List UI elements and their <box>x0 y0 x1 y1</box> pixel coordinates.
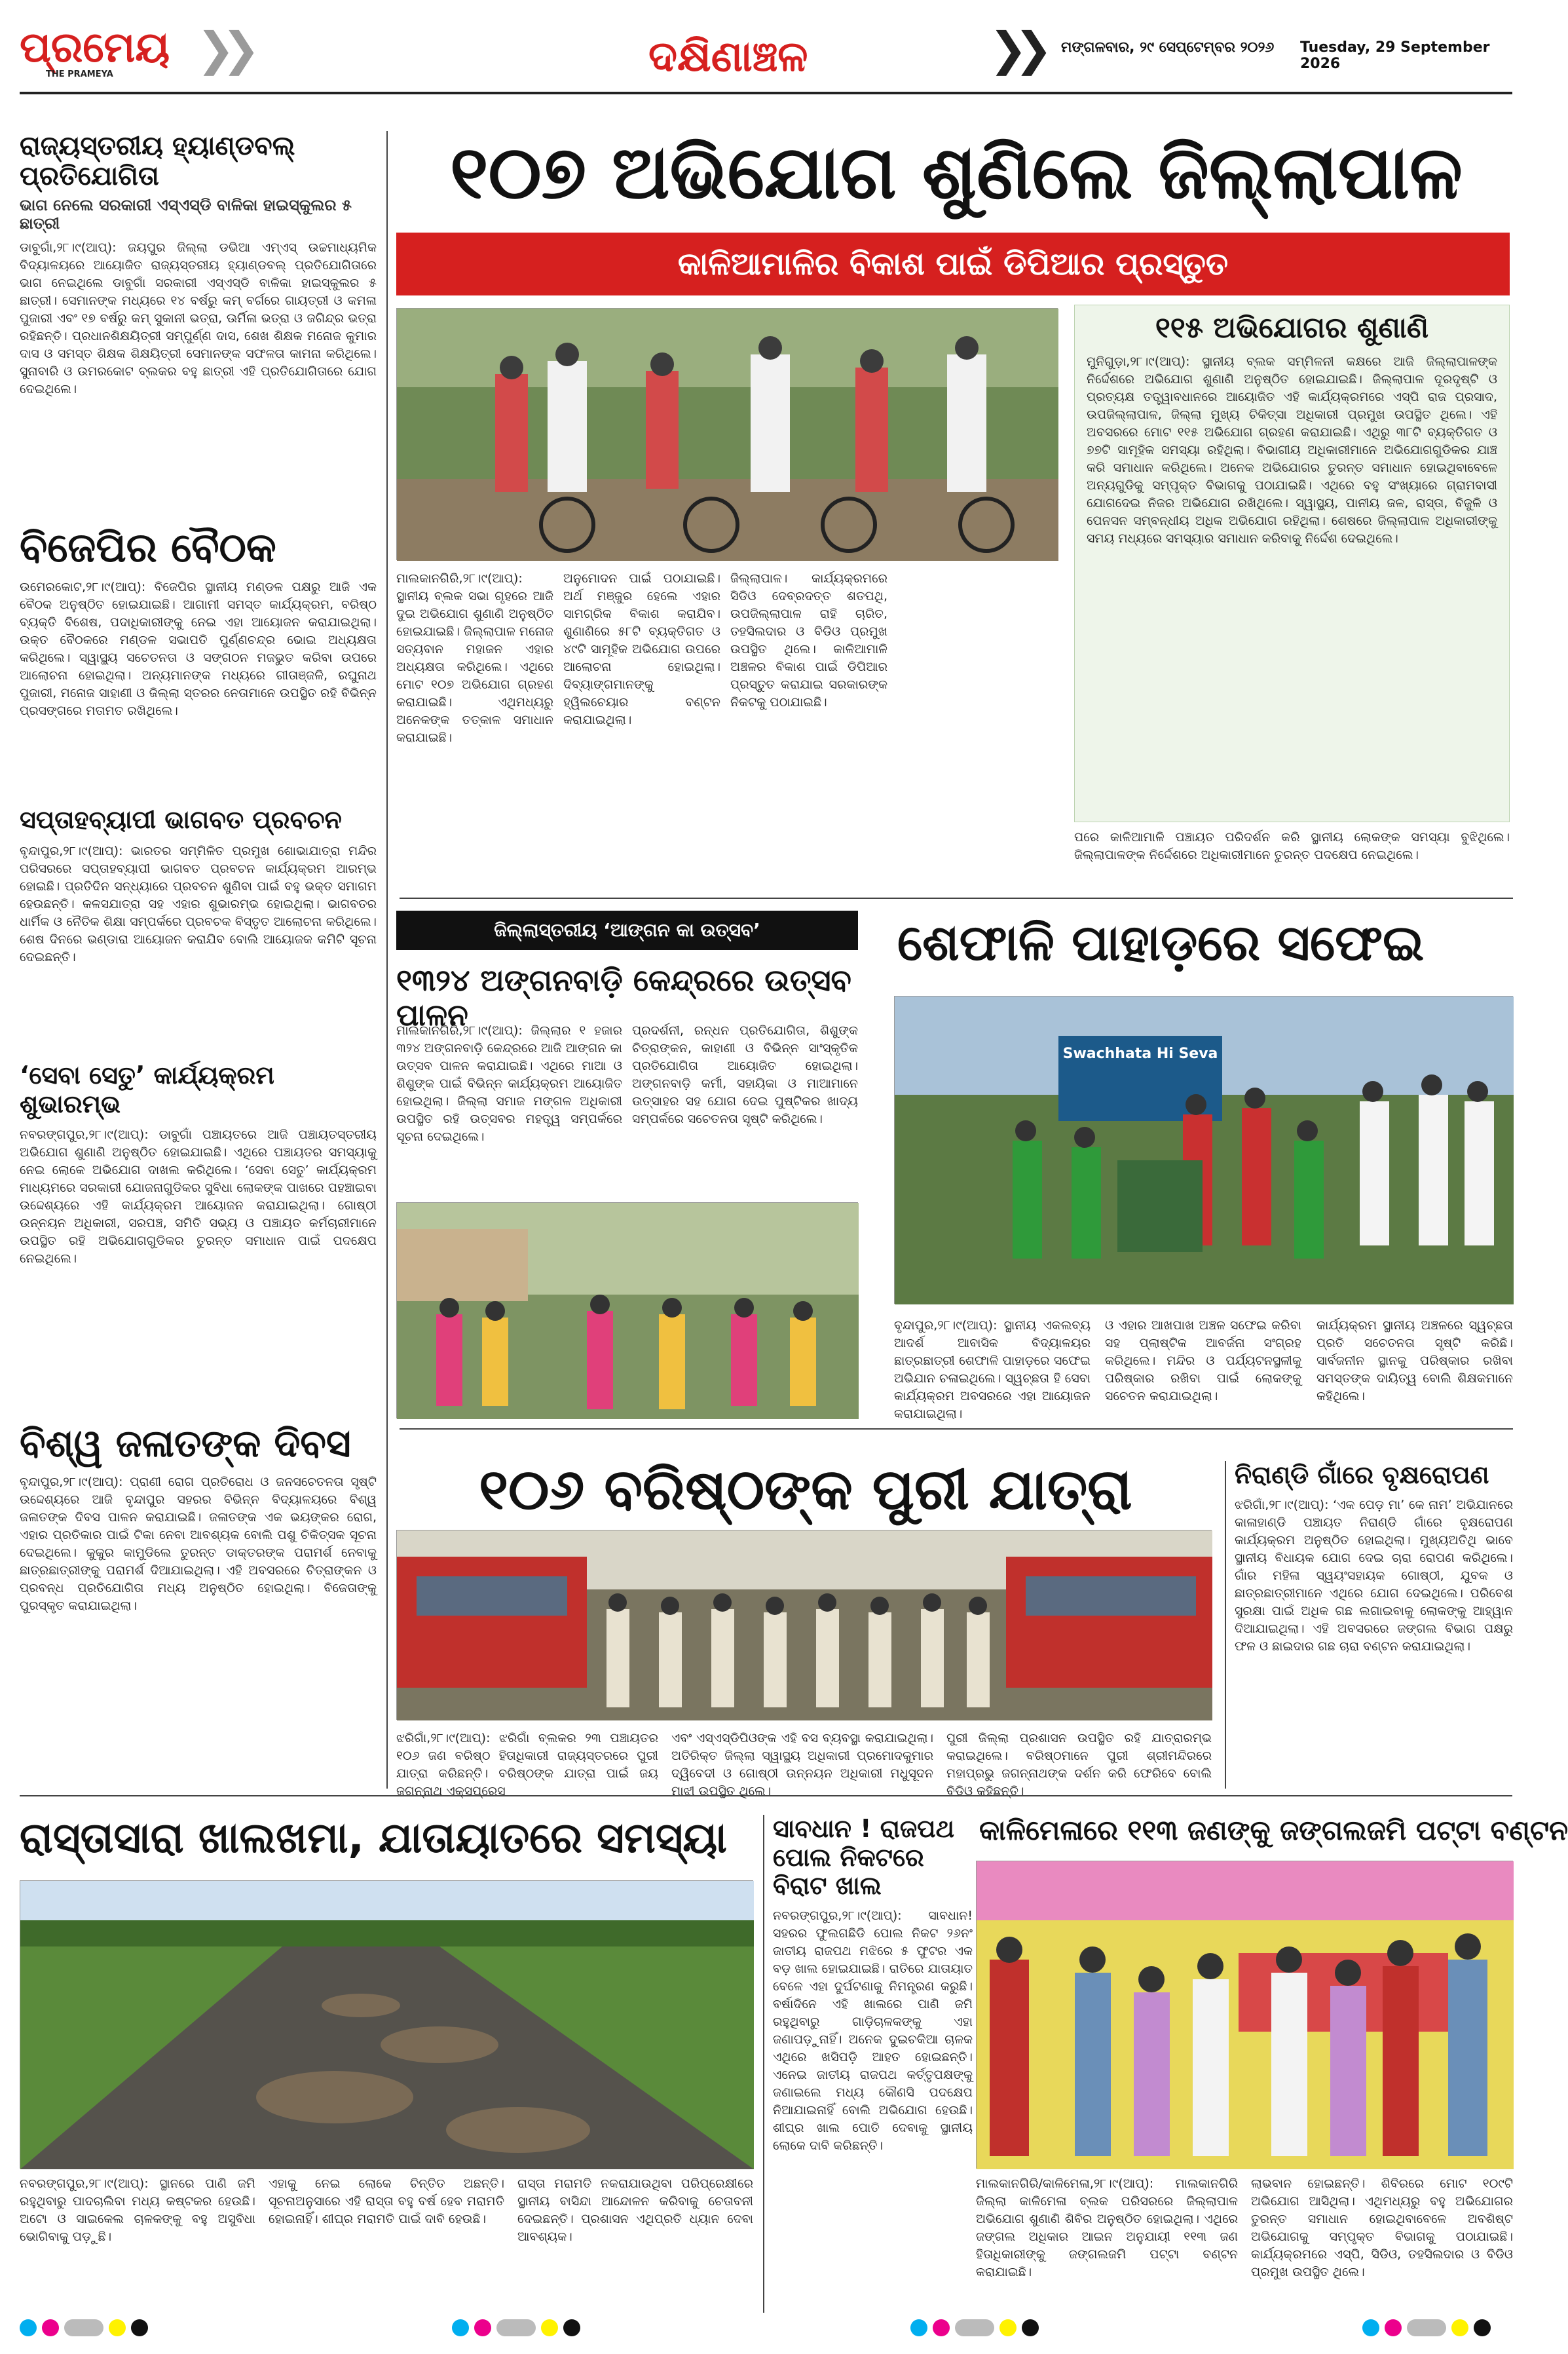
puri-col-1: ଝରିଗାଁ,୨୮।୯(ଆପ୍): ଝରିଗାଁ ବ୍ଲକର ୨୩ ପଞ୍ଚାୟତର ୧୦୬ ଜଣ ବରିଷ୍ଠ ହିତାଧିକାରୀ ରାଜ୍ୟସ୍ତରରେ ପୁରୀ ଯାତ୍ରା କରିଛନ୍ତି। ବରିଷ୍ଠଙ୍କ ଯାତ୍ରା ପାଇଁ ଜୟ ଜଗନ୍ନାଥ ଏକ୍ସପ୍ରେସ <box>396 1731 658 1798</box>
article-body: ନବରଙ୍ଗପୁର,୨୮।୯(ଆପ୍): ସାବଧାନ! ସହରର ଫୁଲଗଛିଡି ପୋଲ ନିକଟ ୨୬ନଂ ଜାତୀୟ ରାଜପଥ ମଝିରେ ୫ ଫୁଟର ଏକ ବଡ଼ ଖାଲ ହୋଇଯାଇଛି। ରାତିରେ ଯାତାୟାତ ବେଳେ ଏହା ଦୁର୍ଘଟଣାକୁ ନିମନ୍ତ୍ରଣ କରୁଛି। ବର୍ଷାଦିନେ ଏହି ଖାଲରେ ପାଣି ଜମି ରହୁଥିବାରୁ ଗାଡ଼ିଚାଳକଙ୍କୁ ଏହା ଜଣାପଡ଼ୁନାହିଁ। ଅନେକ ଦୁଇଚକିଆ ଚାଳକ ଏଥିରେ ଖସିପଡ଼ି ଆହତ ହୋଇଛନ୍ତି। ଏନେଇ ଜାତୀୟ ରାଜପଥ କର୍ତ୍ତୃପକ୍ଷଙ୍କୁ ଜଣାଇଲେ ମଧ୍ୟ କୌଣସି ପଦକ୍ଷେପ ନିଆଯାଇନାହିଁ ବୋଲି ଅଭିଯୋଗ ହେଉଛି। ଶୀଘ୍ର ଖାଲ ପୋତି ଦେବାକୁ ସ୍ଥାନୀୟ ଲୋକେ ଦାବି କରିଛନ୍ତି। <box>773 1908 973 2154</box>
headline: ସପ୍ତାହବ୍ୟାପୀ ଭାଗବତ ପ୍ରବଚନ <box>20 805 342 834</box>
masthead-rule <box>20 92 1512 94</box>
lead-headline: ୧୦୭ ଅଭିଯୋଗ ଶୁଣିଲେ ଜିଲ୍ଲାପାଳ <box>450 130 1463 216</box>
kalimela-headline: କାଳିମେଳାରେ ୧୧୩ ଜଣଙ୍କୁ ଜଙ୍ଗଲଜମି ପଟ୍ଟା ବଣ୍ଟନ <box>979 1814 1568 1846</box>
brand-name: ପ୍ରମେୟ <box>20 24 170 72</box>
article-pothole <box>773 1815 973 2281</box>
registration-marks <box>910 2319 1039 2336</box>
lead-col-1: ମାଲକାନଗିରି,୨୮।୯(ଆପ୍): ସ୍ଥାନୀୟ ବ୍ଲକ ସଭା ଗୃହରେ ଆଜି ଦୁଇ ଅଭିଯୋଗ ଶୁଣାଣି ଅନୁଷ୍ଠିତ ହୋଇଯାଇଛି। ଜିଲ୍ଲାପାଳ ମନୋଜ ସତ୍ୟବାନ ମହାଜନ ଏହାର ଅଧ୍ୟକ୍ଷତା କରିଥିଲେ। ଏଥିରେ ମୋଟ ୧୦୭ ଅଭିଯୋଗ ଗ୍ରହଣ କରାଯାଇଛି। ଏଥିମଧ୍ୟରୁ ଅନେକଙ୍କ ତତ୍କାଳ ସମାଧାନ କରାଯାଇଛି। <box>396 571 553 745</box>
puri-photo <box>396 1530 1212 1720</box>
sidebar-story <box>1074 305 1510 822</box>
headline: ନିରାଣ୍ଡି ଗାଁରେ ବୃକ୍ଷରୋପଣ <box>1235 1460 1489 1489</box>
date-odia: ମଙ୍ଗଳବାର, ୨୯ ସେପ୍ଟେମ୍ବର ୨୦୨୬ <box>1061 39 1275 56</box>
lead-redbar: କାଳିଆମାଳିର ବିକାଶ ପାଇଁ ଡିପିଆର ପ୍ରସ୍ତୁତ <box>396 233 1510 295</box>
article-body: ମୁନିଗୁଡ଼ା,୨୮।୯(ଆପ୍): ସ୍ଥାନୀୟ ବ୍ଲକ ସମ୍ମିଳନୀ କକ୍ଷରେ ଆଜି ଜିଲ୍ଲାପାଳଙ୍କ ନିର୍ଦ୍ଦେଶରେ ଅଭିଯୋଗ ଶୁଣାଣି ଅନୁଷ୍ଠିତ ହୋଇଯାଇଛି। ଜିଲ୍ଲାପାଳ ଦୂରଦୃଷ୍ଟି ଓ ପ୍ରତ୍ୟକ୍ଷ ତତ୍ତ୍ୱାବଧାନରେ ଆୟୋଜିତ ଏହି କାର୍ଯ୍ୟକ୍ରମରେ ଏସ୍ପି ରାଜ ପ୍ରସାଦ, ଉପଜିଲ୍ଲାପାଳ, ଜିଲ୍ଲା ମୁଖ୍ୟ ଚିକିତ୍ସା ଅଧିକାରୀ ପ୍ରମୁଖ ଉପସ୍ଥିତ ଥିଲେ। ଏହି ଅବସରରେ ମୋଟ ୧୧୫ ଅଭିଯୋଗ ଗ୍ରହଣ କରାଯାଇଛି। ଏଥିରୁ ୩୮ଟି ବ୍ୟକ୍ତିଗତ ଓ ୭୭ଟି ସାମୂହିକ ସମସ୍ୟା ରହିଥିଲା। ବିଭାଗୀୟ ଅଧିକାରୀମାନେ ଅଭିଯୋଗଗୁଡିକର ଯାଞ୍ଚ କରି ସମାଧାନ କରିଥିଲେ। ଅନେକ ଅଭିଯୋଗର ତୁରନ୍ତ ସମାଧାନ ହୋଇଥିବାବେଳେ ଅନ୍ୟଗୁଡିକୁ ସମ୍ପୃକ୍ତ ବିଭାଗକୁ ପଠାଯାଇଛି। ଏଥିରେ ବହୁ ସଂଖ୍ୟାରେ ଗ୍ରାମବାସୀ ଯୋଗଦେଇ ନିଜର ଅଭିଯୋଗ ରଖିଥିଲେ। ସ୍ୱାସ୍ଥ୍ୟ, ପାନୀୟ ଜଳ, ରାସ୍ତା, ବିଜୁଳି ଓ ପେନସନ ସମ୍ବନ୍ଧୀୟ ଅଧିକ ଅଭିଯୋଗ ରହିଥିଲା। ଶେଷରେ ଜିଲ୍ଲାପାଳ ଅଧିକାରୀଙ୍କୁ ସମୟ ମଧ୍ୟରେ ସମସ୍ୟାର ସମାଧାନ କରିବାକୁ ନିର୍ଦ୍ଦେଶ ଦେଇଥିଲେ। <box>1087 354 1497 546</box>
chevron-right-icon: ❯❯ <box>989 22 1040 76</box>
column-divider <box>386 131 388 1789</box>
headline: ବିଜେପିର ବୈଠକ <box>20 523 276 571</box>
road-col-3: ରାସ୍ତା ମରାମତି ନକରାଯାଉଥିବା ପରିପ୍ରେକ୍ଷୀରେ ସ୍ଥାନୀୟ ବାସିନ୍ଦା ଆନ୍ଦୋଳନ କରିବାକୁ ଚେତାବନୀ ଦେଇଛନ୍ତି। ପ୍ରଶାସନ ଏଥିପ୍ରତି ଧ୍ୟାନ ଦେବା ଆବଶ୍ୟକ। <box>517 2176 753 2244</box>
headline: ରାଜ୍ୟସ୍ତରୀୟ ହ୍ୟାଣ୍ଡବଲ୍ ପ୍ରତିଯୋଗିତା <box>20 131 295 191</box>
registration-marks <box>1362 2319 1491 2336</box>
article-body: ଡାବୁଗାଁ,୨୮।୯(ଆପ୍): ଜୟପୁର ଜିଲ୍ଲା ଡଭିଆ ଏମ୍ଏସ୍ ଉଚ୍ଚମାଧ୍ୟମିକ ବିଦ୍ୟାଳୟରେ ଆୟୋଜିତ ରାଜ୍ୟସ୍ତରୀୟ ହ୍ୟାଣ୍ଡବଲ୍ ପ୍ରତିଯୋଗିତାରେ ଭାଗ ନେଇଥିଲେ ଡାବୁଗାଁ ସରକାରୀ ଏସ୍ଏସ୍ଡି ବାଳିକା ହାଇସ୍କୁଲର ୫ ଛାତ୍ରୀ। ସେମାନଙ୍କ ମଧ୍ୟରେ ୧୪ ବର୍ଷରୁ କମ୍ ବର୍ଗରେ ଗାୟତ୍ରୀ ଓ କମଳା ପୁଜାରୀ ଏବଂ ୧୭ ବର୍ଷରୁ କମ୍ ସୁକାନୀ ଭତ୍ରା, ଊର୍ମିଳା ଭତ୍ରା ଓ ଜଗିନ୍ଦ୍ର ଭତ୍ରା ରହିଛନ୍ତି। ପ୍ରଧାନଶିକ୍ଷୟିତ୍ରୀ ସମ୍ପୁର୍ଣ୍ଣ ଦାସ, ଶେଖ ଶିକ୍ଷକ ମନୋଜ କୁମାର ଦାସ ଓ ସମସ୍ତ ଶିକ୍ଷକ ଶିକ୍ଷୟିତ୍ରୀ ସେମାନଙ୍କ ସଫଳତା କାମନା କରିଥିଲେ। ସୁନାବାରି ଓ ଉମରକୋଟ ବ୍ଲକର ବହୁ ଛାତ୍ରୀ ଏହି ପ୍ରତିଯୋଗିତାରେ ଯୋଗ ଦେଇଥିଲେ। <box>20 240 377 397</box>
registration-marks <box>20 2319 148 2336</box>
puri-headline: ୧୦୬ ବରିଷ୍ଠଙ୍କ ପୁରୀ ଯାତ୍ରା <box>479 1457 1132 1523</box>
date-english: Tuesday, 29 September 2026 <box>1300 39 1490 72</box>
aangan-tag: ଜିଲ୍ଲାସ୍ତରୀୟ ‘ଆଙ୍ଗନ କା ଉତ୍ସବ’ <box>396 911 858 950</box>
puri-col-2: ଏବଂ ଏସ୍ଏସ୍ଡିପିଓଙ୍କ ଏହି ବସ ବ୍ୟବସ୍ଥା କରାଯାଇଥିଲା। ଅତିରିକ୍ତ ଜିଲ୍ଲା ସ୍ୱାସ୍ଥ୍ୟ ଅଧିକାରୀ ପ୍ରମୋଦକୁମାର ଦ୍ୱିବେଦୀ ଓ ଗୋଷ୍ଠୀ ଉନ୍ନୟନ ଅଧିକାରୀ ମଧୁସୂଦନ ମାଝୀ ଉପସ୍ଥିତ ଥିଲେ। <box>671 1731 933 1798</box>
kalimela-col-2: ଲାଭବାନ ହୋଇଛନ୍ତି। ଶିବିରରେ ମୋଟ ୧୦୯ଟି ଅଭିଯୋଗ ଆସିଥିଲା। ଏଥିମଧ୍ୟରୁ ବହୁ ଅଭିଯୋଗର ତୁରନ୍ତ ସମାଧାନ ହୋଇଥିବାବେଳେ ଅବଶିଷ୍ଟ ଅଭିଯୋଗକୁ ସମ୍ପୃକ୍ତ ବିଭାଗକୁ ପଠାଯାଇଛି। କାର୍ଯ୍ୟକ୍ରମରେ ଏସ୍ପି, ସିଡିଓ, ତହସିଲଦାର ଓ ବିଡିଓ ପ୍ରମୁଖ ଉପସ୍ଥିତ ଥିଲେ। <box>1251 2176 1513 2279</box>
column-divider <box>1225 1461 1226 1789</box>
article-seba-setu <box>20 1061 377 1460</box>
prameya-logo[interactable] <box>20 24 183 79</box>
article-handball <box>20 131 377 436</box>
headline: ସାବଧାନ ! ରାଜପଥ ପୋଲ ନିକଟରେ ବିରାଟ ଖାଲ <box>773 1814 955 1901</box>
road-photo <box>20 1880 753 2169</box>
chevron-right-icon: ❯❯ <box>196 22 248 76</box>
kalimela-photo <box>976 1861 1513 2169</box>
puri-col-3: ପୁରୀ ଜିଲ୍ଲା ପ୍ରଶାସନ ଉପସ୍ଥିତ ରହି ଯାତ୍ରାରମ୍ଭ କରାଇଥିଲେ। ବରିଷ୍ଠମାନେ ପୁରୀ ଶ୍ରୀମନ୍ଦିରରେ ମହାପ୍ରଭୁ ଜଗନ୍ନାଥଙ୍କ ଦର୍ଶନ କରି ଫେରିବେ ବୋଲି ବିଡିଓ କହିଛନ୍ତି। <box>946 1731 1212 1798</box>
column-divider <box>763 1815 764 2313</box>
banner-text: Swachhata Hi Seva <box>1062 1046 1218 1062</box>
headline: ବିଶ୍ୱ ଜଳାତଙ୍କ ଦିବସ <box>20 1421 351 1466</box>
article-body: ବୃନ୍ଦାପୁର,୨୮।୯(ଆପ୍): ଭାରତର ସମ୍ମିଳିତ ପ୍ରମୁଖ ଶୋଭାଯାତ୍ରା ମନ୍ଦିର ପରିସରରେ ସପ୍ତାହବ୍ୟାପୀ ଭାଗବତ ପ୍ରବଚନ କାର୍ଯ୍ୟକ୍ରମ ଆରମ୍ଭ ହୋଇଛି। ପ୍ରତିଦିନ ସନ୍ଧ୍ୟାରେ ପ୍ରବଚନ ଶୁଣିବା ପାଇଁ ବହୁ ଭକ୍ତ ସମାଗମ ହେଉଛନ୍ତି। କଳସଯାତ୍ରା ସହ ଏହାର ଶୁଭାରମ୍ଭ ହୋଇଥିଲା। ଭାଗବତର ଧାର୍ମିକ ଓ ନୈତିକ ଶିକ୍ଷା ସମ୍ପର୍କରେ ପ୍ରବଚକ ବିସ୍ତୃତ ଆଲୋଚନା କରିଥିଲେ। ଶେଷ ଦିନରେ ଭଣ୍ଡାରା ଆୟୋଜନ କରାଯିବ ବୋଲି ଆୟୋଜକ କମିଟି ସୂଚନା ଦେଇଛନ୍ତି। <box>20 843 377 964</box>
shefali-photo <box>894 996 1513 1304</box>
shefali-col-1: ବୃନ୍ଦାପୁର,୨୮।୯(ଆପ୍): ସ୍ଥାନୀୟ ଏକଲବ୍ୟ ଆଦର୍ଶ ଆବାସିକ ବିଦ୍ୟାଳୟର ଛାତ୍ରଛାତ୍ରୀ ଶେଫାଳି ପାହାଡ଼ରେ ସଫେଇ ଅଭିଯାନ ଚଳାଇଥିଲେ। ସ୍ୱଚ୍ଛତା ହି ସେବା କାର୍ଯ୍ୟକ୍ରମ ଅବସରରେ ଏହା ଆୟୋଜନ କରାଯାଇଥିଲା। <box>894 1318 1091 1421</box>
aangan-photo <box>396 1202 858 1418</box>
aangan-col-2: ପ୍ରଦର୍ଶନୀ, ରନ୍ଧନ ପ୍ରତିଯୋଗିତା, ଶିଶୁଙ୍କ ଚିତ୍ରାଙ୍କନ, କାହାଣୀ ଓ ବିଭିନ୍ନ ସାଂସ୍କୃତିକ ପ୍ରତିଯୋଗିତା ଆୟୋଜିତ ହୋଇଥିଲା। ଅଙ୍ଗନବାଡ଼ି କର୍ମୀ, ସହାୟିକା ଓ ମାଆମାନେ ଉତ୍ସାହର ସହ ଯୋଗ ଦେଇ ପୁଷ୍ଟିକର ଖାଦ୍ୟ ସମ୍ପର୍କରେ ସଚେତନତା ସୃଷ୍ଟି କରିଥିଲେ। <box>632 1023 858 1126</box>
shefali-col-3: କାର୍ଯ୍ୟକ୍ରମ ସ୍ଥାନୀୟ ଅଞ୍ଚଳରେ ସ୍ୱଚ୍ଛତା ପ୍ରତି ସଚେତନତା ସୃଷ୍ଟି କରିଛି। ସାର୍ବଜନୀନ ସ୍ଥାନକୁ ପରିଷ୍କାର ରଖିବା ସମସ୍ତଙ୍କ ଦାୟିତ୍ୱ ବୋଲି ଶିକ୍ଷକମାନେ କହିଥିଲେ। <box>1316 1318 1513 1403</box>
section-divider <box>400 898 1513 899</box>
shefali-col-2: ଓ ଏହାର ଆଖପାଖ ଅଞ୍ଚଳ ସଫେଇ କରିବା ସହ ପ୍ଲାଷ୍ଟିକ ଆବର୍ଜନା ସଂଗ୍ରହ କରିଥିଲେ। ମନ୍ଦିର ଓ ପର୍ଯ୍ୟଟନସ୍ଥଳୀକୁ ପରିଷ୍କାର ରଖିବା ପାଇଁ ଲୋକଙ୍କୁ ସଚେତନ କରାଯାଇଥିଲା। <box>1105 1318 1301 1403</box>
section-divider <box>400 1428 1513 1430</box>
headline: ‘ସେବା ସେତୁ’ କାର୍ଯ୍ୟକ୍ରମ ଶୁଭାରମ୍ଭ <box>20 1061 274 1118</box>
kalimela-col-1: ମାଲକାନଗିରି/କାଳିମେଳା,୨୮।୯(ଆପ୍): ମାଲକାନଗିରି ଜିଲ୍ଲା କାଳିମେଳା ବ୍ଲକ ପରିସରରେ ଜିଲ୍ଲାପାଳ ଅଭିଯୋଗ ଶୁଣାଣି ଶିବିର ଅନୁଷ୍ଠିତ ହୋଇଥିଲା। ଏଥିରେ ଜଙ୍ଗଲ ଅଧିକାର ଆଇନ ଅନୁଯାୟୀ ୧୧୩ ଜଣ ହିତାଧିକାରୀଙ୍କୁ ଜଙ୍ଗଲଜମି ପଟ୍ଟା ବଣ୍ଟନ କରାଯାଇଛି। <box>976 2176 1238 2279</box>
subheadline: ଭାଗ ନେଲେ ସରକାରୀ ଏସ୍ଏସ୍ଡି ବାଳିକା ହାଇସ୍କୁଲର ୫ ଛାତ୍ରୀ <box>20 196 352 233</box>
article-body: ନବରଙ୍ଗପୁର,୨୮।୯(ଆପ୍): ଡାବୁଗାଁ ପଞ୍ଚାୟତରେ ଆଜି ପଞ୍ଚାୟତସ୍ତରୀୟ ଅଭିଯୋଗ ଶୁଣାଣି ଅନୁଷ୍ଠିତ ହୋଇଯାଇଛି। ଏଥିରେ ପଞ୍ଚାୟତର ସମସ୍ୟାକୁ ନେଇ ଲୋକେ ଅଭିଯୋଗ ଦାଖଲ କରିଥିଲେ। ‘ସେବା ସେତୁ’ କାର୍ଯ୍ୟକ୍ରମ ମାଧ୍ୟମରେ ସରକାରୀ ଯୋଜନାଗୁଡିକର ସୁବିଧା ଲୋକଙ୍କ ପାଖରେ ପହଞ୍ଚାଇବା ଉଦ୍ଦେଶ୍ୟରେ ଏହି କାର୍ଯ୍ୟକ୍ରମ ଆୟୋଜନ କରାଯାଇଥିଲା। ଗୋଷ୍ଠୀ ଉନ୍ନୟନ ଅଧିକାରୀ, ସରପଞ୍ଚ, ସମିତି ସଭ୍ୟ ଓ ପଞ୍ଚାୟତ କର୍ମଚାରୀମାନେ ଉପସ୍ଥିତ ରହି ଅଭିଯୋଗଗୁଡିକର ତୁରନ୍ତ ସମାଧାନ ପାଇଁ ପଦକ୍ଷେପ ନେଇଥିଲେ। <box>20 1128 377 1266</box>
article-body: ବୃନ୍ଦାପୁର,୨୮।୯(ଆପ୍): ପ୍ରାଣୀ ରୋଗ ପ୍ରତିରୋଧ ଓ ଜନସଚେତନତା ସୃଷ୍ଟି ଉଦ୍ଦେଶ୍ୟରେ ଆଜି ବୃନ୍ଦାପୁର ସହରର ବିଭିନ୍ନ ବିଦ୍ୟାଳୟରେ ବିଶ୍ୱ ଜଳାତଙ୍କ ଦିବସ ପାଳନ କରାଯାଇଛି। ଜଳାତଙ୍କ ଏକ ଭୟଙ୍କର ରୋଗ, ଏହାର ପ୍ରତିକାର ପାଇଁ ଟିକା ନେବା ଆବଶ୍ୟକ ବୋଲି ପଶୁ ଚିକିତ୍ସକ ସୂଚନା ଦେଇଥିଲେ। କୁକୁର କାମୁଡିଲେ ତୁରନ୍ତ ଡାକ୍ତରଙ୍କ ପରାମର୍ଶ ନେବାକୁ ଛାତ୍ରଛାତ୍ରୀଙ୍କୁ ପରାମର୍ଶ ଦିଆଯାଇଥିଲା। ଏହି ଅବସରରେ ଚିତ୍ରାଙ୍କନ ଓ ପ୍ରବନ୍ଧ ପ୍ରତିଯୋଗିତା ମଧ୍ୟ ଅନୁଷ୍ଠିତ ହୋଇଥିଲା। ବିଜେତାଙ୍କୁ ପୁରସ୍କୃତ କରାଯାଇଥିଲା। <box>20 1474 377 1613</box>
article-rabies-day <box>20 1422 377 1788</box>
article-bjp-meeting <box>20 524 377 801</box>
headline: ୧୧୫ ଅଭିଯୋଗର ଶୁଣାଣି <box>1155 311 1429 345</box>
road-headline: ରାସ୍ତାସାରା ଖାଲଖମା, ଯାତାୟାତରେ ସମସ୍ୟା <box>20 1814 727 1863</box>
lead-photo <box>396 308 1058 560</box>
brand-subtitle: THE PRAMEYA <box>46 69 113 79</box>
shefali-headline: ଶେଫାଳି ପାହାଡ଼ରେ ସଫେଇ <box>897 913 1425 972</box>
article-plantation <box>1235 1461 1513 1778</box>
registration-marks <box>452 2319 580 2336</box>
aangan-headline: ୧୩୨୪ ଅଙ୍ଗନବାଡ଼ି କେନ୍ଦ୍ରରେ ଉତ୍ସବ ପାଳନ <box>396 962 851 1033</box>
road-col-1: ନବରଙ୍ଗପୁର,୨୮।୯(ଆପ୍): ସ୍ଥାନରେ ପାଣି ଜମି ରହୁଥିବାରୁ ପାଦଚାଲିବା ମଧ୍ୟ କଷ୍ଟକର ହେଉଛି। ଅଟୋ ଓ ସାଇକେଲ ଚାଳକଙ୍କୁ ବହୁ ଅସୁବିଧା ଭୋଗିବାକୁ ପଡ଼ୁଛି। <box>20 2176 255 2244</box>
road-col-2: ଏହାକୁ ନେଇ ଲୋକେ ଚିନ୍ତିତ ଅଛନ୍ତି। ସୂଚନାଅନୁସାରେ ଏହି ରାସ୍ତା ବହୁ ବର୍ଷ ହେବ ମରାମତି ହୋଇନାହିଁ। ଶୀଘ୍ର ମରାମତି ପାଇଁ ଦାବି ହେଉଛି। <box>269 2176 504 2226</box>
article-bhagabat <box>20 806 377 1059</box>
article-body: ଝରିଗାଁ,୨୮।୯(ଆପ୍): ‘ଏକ ପେଡ଼ ମା’ କେ ନାମ’ ଅଭିଯାନରେ କାଳାହାଣ୍ଡି ପଞ୍ଚାୟତ ନିରାଣ୍ଡି ଗାଁରେ ବୃକ୍ଷରୋପଣ କାର୍ଯ୍ୟକ୍ରମ ଅନୁଷ୍ଠିତ ହୋଇଥିଲା। ମୁଖ୍ୟଅତିଥି ଭାବେ ସ୍ଥାନୀୟ ବିଧାୟକ ଯୋଗ ଦେଇ ଚାରା ରୋପଣ କରିଥିଲେ। ଗାଁର ମହିଳା ସ୍ୱୟଂସହାୟକ ଗୋଷ୍ଠୀ, ଯୁବକ ଓ ଛାତ୍ରଛାତ୍ରୀମାନେ ଏଥିରେ ଯୋଗ ଦେଇଥିଲେ। ପରିବେଶ ସୁରକ୍ଷା ପାଇଁ ଅଧିକ ଗଛ ଲଗାଇବାକୁ ଲୋକଙ୍କୁ ଆହ୍ୱାନ ଦିଆଯାଇଥିଲା। ଏହି ଅବସରରେ ଜଙ୍ଗଲ ବିଭାଗ ପକ୍ଷରୁ ଫଳ ଓ ଛାଇଦାର ଗଛ ଚାରା ବଣ୍ଟନ କରାଯାଇଥିଲା। <box>1235 1497 1513 1654</box>
article-body: ଉମେରକୋଟ,୨୮।୯(ଆପ୍): ବିଜେପିର ସ୍ଥାନୀୟ ମଣ୍ଡଳ ପକ୍ଷରୁ ଆଜି ଏକ ବୈଠକ ଅନୁଷ୍ଠିତ ହୋଇଯାଇଛି। ଆଗାମୀ ସମସ୍ତ କାର୍ଯ୍ୟକ୍ରମ, ବରିଷ୍ଠ ବ୍ୟକ୍ତି ବିଶେଷ, ପଦାଧିକାରୀଙ୍କୁ ନେଇ ଏହା ଆୟୋଜନ କରାଯାଇଥିଲା। ଉକ୍ତ ବୈଠକରେ ମଣ୍ଡଳ ସଭାପତି ପୁର୍ଣ୍ଣଚନ୍ଦ୍ର ଭୋଇ ଅଧ୍ୟକ୍ଷତା କରିଥିଲେ। ସ୍ୱାସ୍ଥ୍ୟ ସଚେତନତା ଓ ସଙ୍ଗଠନ ମଜଭୁତ କରିବା ଉପରେ ଆଲୋଚନା ହୋଇଥିଲା। ଅନ୍ୟମାନଙ୍କ ମଧ୍ୟରେ ଗୀତାଞ୍ଜଳି, ରଘୁନାଥ ପୁଜାରୀ, ମନୋଜ ସାହାଣୀ ଓ ଜିଲ୍ଲା ସ୍ତରର ନେତାମାନେ ଉପସ୍ଥିତ ରହି ବିଭିନ୍ନ ପ୍ରସଙ୍ଗରେ ମତାମତ ରଖିଥିଲେ। <box>20 580 377 719</box>
lead-col-2: ଅନୁମୋଦନ ପାଇଁ ପଠାଯାଇଛି। ଅର୍ଥ ମଞ୍ଜୁର ହେଲେ ଏହାର ସାମଗ୍ରିକ ବିକାଶ କରାଯିବ। ଶୁଣାଣିରେ ୫୮ଟି ବ୍ୟକ୍ତିଗତ ଓ ୪୯ଟି ସାମୂହିକ ଅଭିଯୋଗ ଉପରେ ଆଲୋଚନା ହୋଇଥିଲା। ଦିବ୍ୟାଙ୍ଗମାନଙ୍କୁ ହ୍ୱିଲଚେୟାର ବଣ୍ଟନ କରାଯାଇଥିଲା। <box>563 571 720 727</box>
section-title: ଦକ୍ଷିଣାଞ୍ଚଳ <box>648 33 808 81</box>
lead-col-4: ପରେ କାଳିଆମାଳି ପଞ୍ଚାୟତ ପରିଦର୍ଶନ କରି ସ୍ଥାନୀୟ ଲୋକଙ୍କ ସମସ୍ୟା ବୁଝିଥିଲେ। ଜିଲ୍ଲାପାଳଙ୍କ ନିର୍ଦ୍ଦେଶରେ ଅଧିକାରୀମାନେ ତୁରନ୍ତ ପଦକ୍ଷେପ ନେଇଥିଲେ। <box>1074 830 1510 862</box>
lead-col-3: ଜିଲ୍ଲାପାଳ। କାର୍ଯ୍ୟକ୍ରମରେ ସିଡିଓ ଦେବ୍ରଦତ୍ତ ଶତପଥି, ଉପଜିଲ୍ଲାପାଳ ରାହି ଚାରିତ, ତହସିଲଦାର ଓ ବିଡିଓ ପ୍ରମୁଖ ଉପସ୍ଥିତ ଥିଲେ। କାଳିଆମାଳି ଅଞ୍ଚଳର ବିକାଶ ପାଇଁ ଡିପିଆର ପ୍ରସ୍ତୁତ କରାଯାଇ ସରକାରଙ୍କ ନିକଟକୁ ପଠାଯାଇଛି। <box>730 571 887 710</box>
aangan-col-1: ମାଲକାନଗିରି,୨୮।୯(ଆପ୍): ଜିଲ୍ଲାର ୧ ହଜାର ୩୨୪ ଅଙ୍ଗନବାଡ଼ି କେନ୍ଦ୍ରରେ ଆଜି ଆଙ୍ଗନ କା ଉତ୍ସବ ପାଳନ କରାଯାଇଛି। ଏଥିରେ ମାଆ ଓ ଶିଶୁଙ୍କ ପାଇଁ ବିଭିନ୍ନ କାର୍ଯ୍ୟକ୍ରମ ଆୟୋଜିତ ହୋଇଥିଲା। ଜିଲ୍ଲା ସମାଜ ମଙ୍ଗଳ ଅଧିକାରୀ ଉପସ୍ଥିତ ରହି ଉତ୍ସବର ମହତ୍ତ୍ୱ ସମ୍ପର୍କରେ ସୂଚନା ଦେଇଥିଲେ। <box>396 1023 622 1144</box>
